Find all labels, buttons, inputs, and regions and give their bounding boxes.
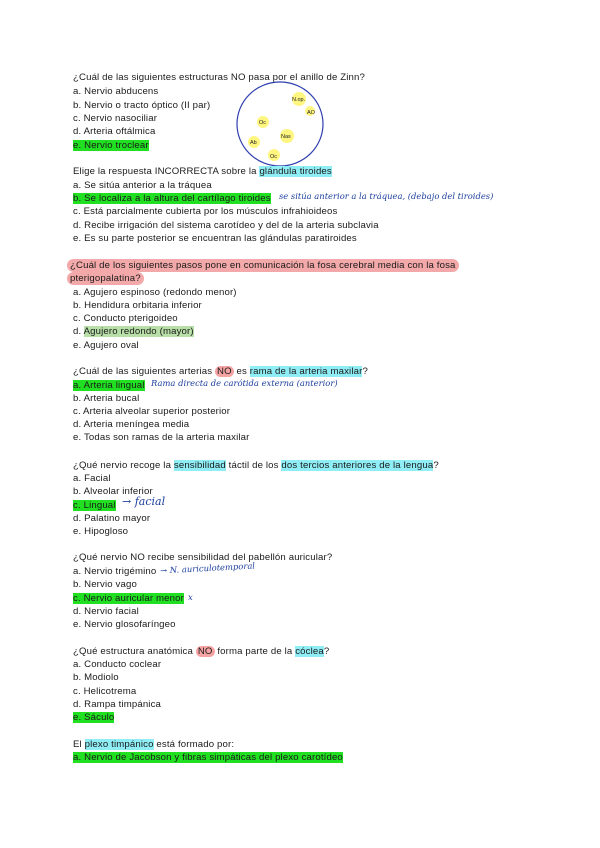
q2-option-e: e. Es su parte posterior se encuentran las glándulas paratiroides <box>73 233 357 244</box>
q4-answer-highlight: a. Arteria lingual <box>73 380 145 391</box>
q7-no-highlight: NO <box>197 646 213 657</box>
q3-option-b: b. Hendidura orbitaria inferior <box>73 300 202 311</box>
q5-option-c <box>73 500 116 512</box>
q1-option-b: b. Nervio o tracto óptico (II par) <box>73 100 211 111</box>
q7-option-d: d. Rampa timpánica <box>73 699 162 710</box>
q3-question-highlight-1: ¿Cuál de los siguientes pasos pone en comunicación la fosa cerebral media con la fosa <box>67 259 459 272</box>
q4-option-b: b. Arteria bucal <box>73 393 140 404</box>
q7-text-2: forma parte de la <box>214 646 296 657</box>
q3-option-c: c. Conducto pterigoideo <box>73 313 178 324</box>
question-2 <box>73 166 332 178</box>
q2-option-c: c. Está parcialmente cubierta por los músculos infrahioideos <box>73 206 338 217</box>
q3-option-a: a. Agujero espinoso (redondo menor) <box>73 287 237 298</box>
question-5 <box>73 460 439 472</box>
question-3-line-2 <box>67 273 144 285</box>
q6-option-e: e. Nervio glosofaríngeo <box>73 619 176 630</box>
q2-answer-highlight: b. Se localiza a la altura del cartílago tiroides <box>73 193 271 204</box>
question-7 <box>73 646 329 658</box>
q8-keyword-highlight: plexo timpánico <box>84 739 154 750</box>
q3-answer-highlight: Agujero redondo (mayor) <box>83 326 194 337</box>
q5-text-2: táctil de los <box>225 460 282 471</box>
q2-option-b <box>73 193 271 205</box>
q1-option-a: a. Nervio abducens <box>73 86 159 97</box>
q4-keyword-highlight: rama de la arteria maxilar <box>249 366 363 377</box>
q7-keyword-highlight: cóclea <box>295 646 324 657</box>
q2-option-a: a. Se sitúa anterior a la tráquea <box>73 180 212 191</box>
q5-keyword-highlight-2: dos tercios anteriores de la lengua <box>281 460 434 471</box>
question-4 <box>73 366 368 378</box>
q7-option-a: a. Conducto coclear <box>73 659 162 670</box>
diagram-label-oculomotor-1: Oc <box>259 120 267 126</box>
diagram-label-abducens: Ab <box>250 140 257 146</box>
q6-option-b: b. Nervio vago <box>73 579 137 590</box>
q6-answer-highlight: c. Nervio auricular menor <box>73 593 184 604</box>
question-6: ¿Qué nervio NO recibe sensibilidad del pabellón auricular? <box>73 552 333 563</box>
q3-d-prefix: d. <box>73 326 84 337</box>
q5-option-a: a. Facial <box>73 473 111 484</box>
question-3-line-1 <box>67 260 459 272</box>
q5-keyword-highlight-1: sensibilidad <box>173 460 226 471</box>
q6-option-a: a. Nervio trigémino <box>73 566 157 577</box>
q1-option-e <box>73 140 149 152</box>
q5-text-3: ? <box>433 460 439 471</box>
q5-answer-highlight: c. Lingual <box>73 500 116 511</box>
q3-option-d <box>73 326 194 338</box>
q4-option-c: c. Arteria alveolar superior posterior <box>73 406 231 417</box>
q7-answer-highlight: e. Sáculo <box>73 712 115 723</box>
q4-text-3: ? <box>362 366 368 377</box>
diagram-label-nasociliar: Nas <box>281 134 291 140</box>
diagram-label-arteria-oftalmica: AO <box>307 110 315 116</box>
q5-option-b: b. Alveolar inferior <box>73 486 153 497</box>
q7-option-e <box>73 712 114 724</box>
q1-option-d: d. Arteria oftálmica <box>73 126 156 137</box>
q7-text-3: ? <box>323 646 330 657</box>
q4-option-e: e. Todas son ramas de la arteria maxilar <box>73 432 250 443</box>
q7-text-1: ¿Qué estructura anatómica <box>73 646 196 657</box>
q4-option-a <box>73 380 145 392</box>
question-8 <box>73 739 234 751</box>
q5-text-1: ¿Qué nervio recoge la <box>73 460 174 471</box>
q7-option-b: b. Modiolo <box>73 672 119 683</box>
q4-text-1: ¿Cuál de las siguientes arterias <box>73 366 215 377</box>
q2-option-d: d. Recibe irrigación del sistema carotídeo y del de la arteria subclavia <box>73 220 379 231</box>
q6-handwritten-mark: x <box>188 592 193 602</box>
question-1: ¿Cuál de las siguientes estructuras NO pasa por el anillo de Zinn? <box>73 72 365 83</box>
q3-option-e: e. Agujero oval <box>73 340 139 351</box>
q2-handwritten-note: se sitúa anterior a la tráquea, (debajo del tiroides) <box>279 191 494 201</box>
q5-option-e: e. Hipogloso <box>73 526 129 537</box>
q4-text-2: es <box>233 366 250 377</box>
q6-handwritten-note-a: → N. auriculotemporal <box>159 560 256 576</box>
q3-question-highlight-2: pterigopalatina? <box>67 272 144 285</box>
q4-handwritten-note: Rama directa de carótida externa (anterior) <box>151 378 338 388</box>
q1-answer-highlight: e. Nervio troclear <box>73 140 149 151</box>
q2-keyword-highlight: glándula tiroides <box>259 166 332 177</box>
q5-handwritten-note: → facial <box>122 495 166 508</box>
q1-option-c: c. Nervio nasociliar <box>73 113 158 124</box>
q4-no-highlight: NO <box>217 366 232 377</box>
q8-text-2: está formado por: <box>153 739 235 750</box>
q8-text-1: El <box>73 739 85 750</box>
annulus-of-zinn-diagram <box>232 78 328 170</box>
q7-option-c: c. Helicotrema <box>73 686 137 697</box>
q2-text: Elige la respuesta INCORRECTA sobre la <box>73 166 260 177</box>
diagram-label-oculomotor-2: Oc <box>270 154 278 160</box>
q6-option-c <box>73 593 184 605</box>
q6-option-d: d. Nervio facial <box>73 606 139 617</box>
q4-option-d: d. Arteria meníngea media <box>73 419 190 430</box>
diagram-label-nervio-optico: N.op. <box>292 97 306 103</box>
q8-answer-highlight: a. Nervio de Jacobson y fibras simpáticas del plexo carotídeo <box>73 752 343 763</box>
q5-option-d: d. Palatino mayor <box>73 513 151 524</box>
q8-option-a <box>73 752 343 764</box>
